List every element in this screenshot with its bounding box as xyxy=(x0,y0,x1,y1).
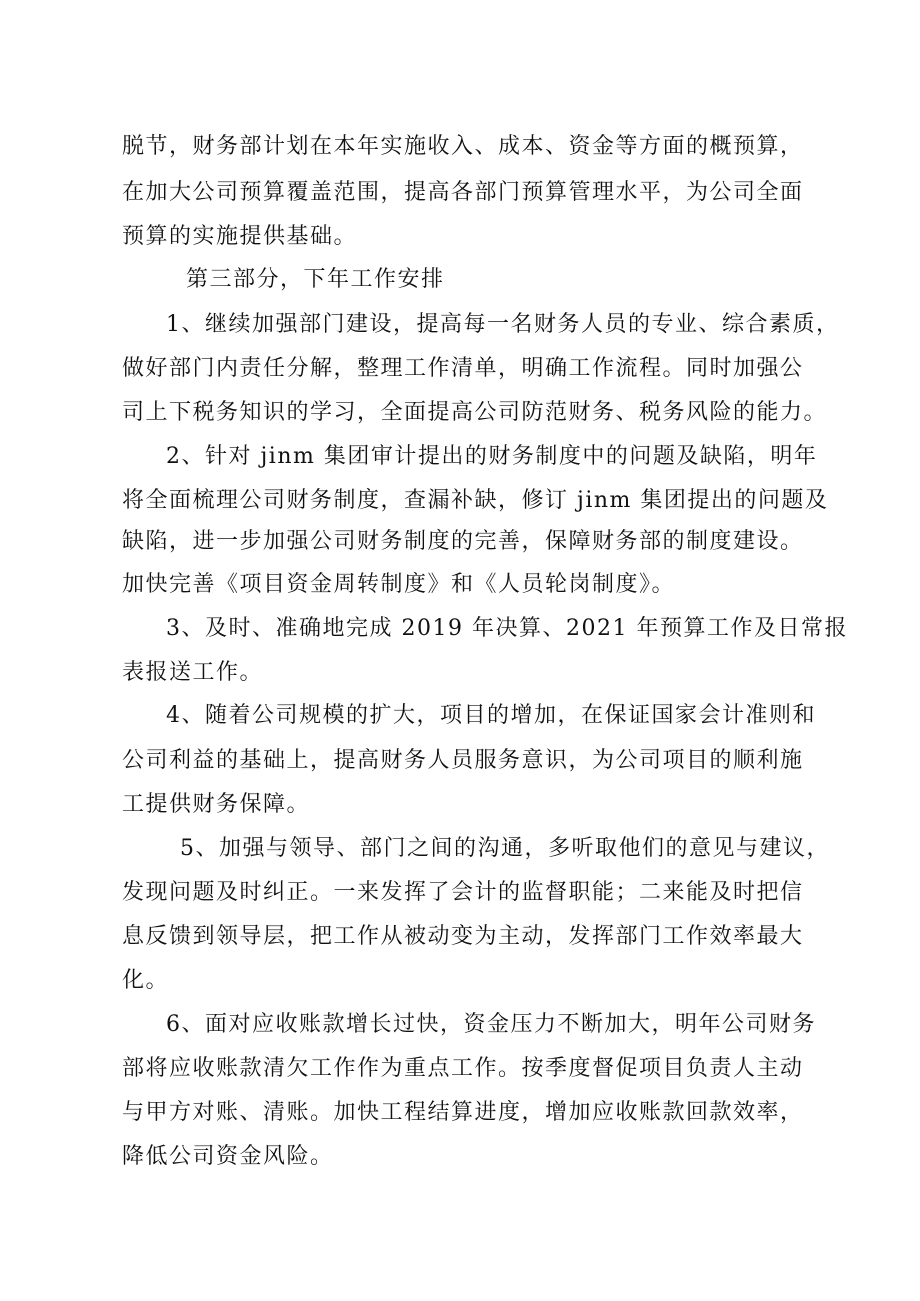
paragraph-line: 1、继续加强部门建设，提高每一名财务人员的专业、综合素质， xyxy=(166,312,840,337)
paragraph-line: 加快完善《项目资金周转制度》和《人员轮岗制度》。 xyxy=(122,572,676,597)
paragraph-line: 脱节，财务部计划在本年实施收入、成本、资金等方面的概预算， xyxy=(122,134,804,159)
paragraph-line: 司上下税务知识的学习，全面提高公司防范财务、税务风险的能力。 xyxy=(122,400,828,425)
paragraph-line: 3、及时、准确地完成 2019 年决算、2021 年预算工作及日常报 xyxy=(166,616,848,641)
paragraph-line: 与甲方对账、清账。加快工程结算进度，增加应收账款回款效率， xyxy=(122,1100,804,1125)
paragraph-line: 发现问题及时纠正。一来发挥了会计的监督职能；二来能及时把信 xyxy=(122,880,804,905)
paragraph-line: 4、随着公司规模的扩大，项目的增加，在保证国家会计准则和 xyxy=(166,703,816,728)
paragraph-line: 公司利益的基础上，提高财务人员服务意识，为公司项目的顺利施 xyxy=(122,748,804,773)
paragraph-line: 降低公司资金风险。 xyxy=(122,1144,334,1169)
paragraph-line: 做好部门内责任分解，整理工作清单，明确工作流程。同时加强公 xyxy=(122,356,804,381)
paragraph-line: 化。 xyxy=(122,968,170,993)
paragraph-line: 在加大公司预算覆盖范围，提高各部门预算管理水平，为公司全面 xyxy=(122,180,804,205)
paragraph-line: 2、针对 jinm 集团审计提出的财务制度中的问题及缺陷，明年 xyxy=(166,444,818,469)
paragraph-line: 预算的实施提供基础。 xyxy=(122,224,358,249)
paragraph-line: 表报送工作。 xyxy=(122,660,264,685)
paragraph-line: 息反馈到领导层，把工作从被动变为主动，发挥部门工作效率最大 xyxy=(122,924,804,949)
paragraph-line: 将全面梳理公司财务制度，查漏补缺，修订 jinm 集团提出的问题及 xyxy=(122,488,829,513)
paragraph-line: 6、面对应收账款增长过快，资金压力不断加大，明年公司财务 xyxy=(166,1012,816,1037)
paragraph-line: 部将应收账款清欠工作作为重点工作。按季度督促项目负责人主动 xyxy=(122,1056,804,1081)
paragraph-line: 工提供财务保障。 xyxy=(122,792,311,817)
paragraph-line: 5、加强与领导、部门之间的沟通，多听取他们的意见与建议， xyxy=(180,836,830,861)
section-heading: 第三部分，下年工作安排 xyxy=(186,267,445,292)
paragraph-line: 缺陷，进一步加强公司财务制度的完善，保障财务部的制度建设。 xyxy=(122,529,804,554)
